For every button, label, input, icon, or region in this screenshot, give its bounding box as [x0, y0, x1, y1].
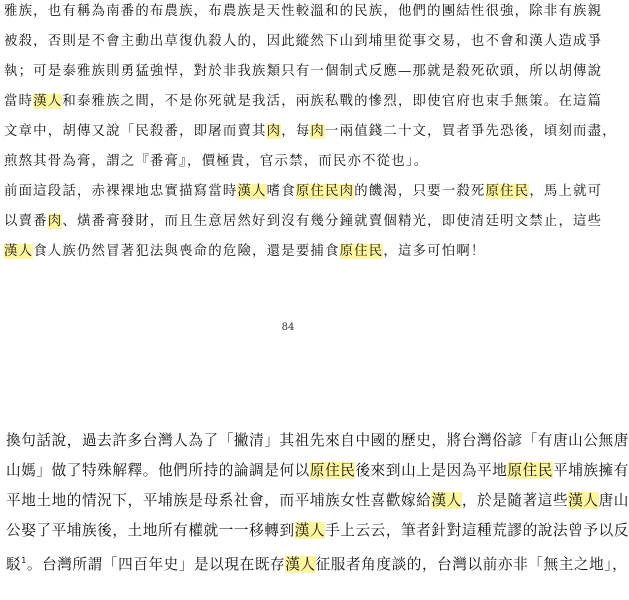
- highlighted-term: 漢人: [431, 492, 462, 509]
- text-line: [4, 242, 486, 262]
- text-segment: ，於是隨著這些: [461, 492, 569, 509]
- text-segment: 當時: [4, 94, 34, 109]
- highlighted-term: 肉: [266, 124, 282, 139]
- text-segment: 煎熬其骨為膏，謂之『番膏』，價極貴，官示禁，而民亦不從也」。: [4, 154, 429, 169]
- highlighted-term: 原住民: [309, 462, 356, 479]
- text-line: [6, 550, 627, 576]
- highlighted-term: 肉: [47, 214, 63, 229]
- text-line: [4, 122, 617, 142]
- highlighted-term: 肉: [310, 124, 326, 139]
- text-segment: 駁: [6, 555, 22, 573]
- text-segment: 、熿番膏發財，而且生意居然好到沒有幾分鐘就賣個精光，即使清廷明文禁止，這些: [62, 214, 603, 229]
- text-segment: 山媽」做了特殊解釋。他們所持的論調是何以: [6, 462, 310, 479]
- text-line: [4, 2, 602, 22]
- text-segment: 換句話說，過去許多台灣人為了「撇清」其祖先來自中國的歷史，將台灣俗諺「有唐山公無唐: [6, 432, 629, 449]
- highlighted-term: 原住民肉: [295, 184, 355, 199]
- highlighted-term: 原住民: [485, 184, 530, 199]
- highlighted-term: 原住民: [507, 462, 554, 479]
- text-segment: 征服者角度談的，台灣以前亦非「無主之地」，: [315, 555, 628, 573]
- document-page-2: [0, 386, 629, 600]
- text-segment: 公娶了平埔族後，土地所有權就一一移轉到: [6, 522, 295, 539]
- highlighted-term: 漢人: [4, 244, 34, 259]
- page-gap: [0, 366, 576, 386]
- text-segment: 雅族，也有稱為南番的布農族，布農族是天性較溫和的民族，他們的團結性很強，除非有族親: [4, 4, 603, 19]
- text-segment: 被殺，否則是不會主動出草復仇殺人的，因此縱然下山到埔里從事交易，也不會和漢人造成爭: [4, 34, 603, 49]
- text-segment: 文章中，胡傳又說「民殺番，即屠而賣其: [4, 124, 267, 139]
- text-segment: 平埔族擁有: [553, 462, 629, 479]
- text-line: [6, 430, 629, 452]
- text-segment: ，這多可怕啊！: [383, 244, 486, 259]
- text-line: [4, 62, 602, 82]
- text-segment: 食人族仍然冒著犯法與喪命的危險，還是要捕食: [33, 244, 340, 259]
- highlighted-term: 漢人: [285, 555, 316, 573]
- highlighted-term: 漢人: [568, 492, 599, 509]
- text-segment: ，每: [281, 124, 311, 139]
- text-segment: ，馬上就可: [529, 184, 603, 199]
- text-segment: 。台灣所謂「四百年史」是以現在既存: [26, 555, 286, 573]
- text-segment: 一兩值錢二十文，買者爭先恐後，頃刻而盡，: [325, 124, 617, 139]
- text-segment: 的饑渴，只要一殺死: [354, 184, 486, 199]
- highlighted-term: 漢人: [33, 94, 63, 109]
- text-segment: 前面這段話，赤裸裸地忠實描寫當時: [4, 184, 238, 199]
- highlighted-term: 漢人: [237, 184, 267, 199]
- page-number: 84: [281, 322, 295, 333]
- text-segment: 執；可是泰雅族則勇猛強悍，對於非我族類只有一個制式反應—那就是殺死砍頭，所以胡傳說: [4, 64, 603, 79]
- text-line: [4, 212, 602, 232]
- text-line: [6, 520, 629, 542]
- text-segment: 以賣番: [4, 214, 48, 229]
- text-line: [6, 460, 629, 482]
- text-line: [4, 32, 602, 52]
- highlighted-term: 漢人: [294, 522, 326, 539]
- text-segment: 平地土地的情況下，平埔族是母系社會，而平埔族女性喜歡嫁給: [6, 492, 432, 509]
- text-segment: 後來到山上是因為平地: [355, 462, 508, 479]
- text-segment: 和泰雅族之間，不是你死就是我活，兩族私戰的慘烈，即使官府也束手無策。在這篇: [62, 94, 603, 109]
- text-segment: 唐山: [598, 492, 629, 509]
- text-line: [6, 490, 629, 512]
- text-line: [4, 182, 602, 202]
- text-segment: 手上云云，筆者針對這種荒謬的說法曾予以反: [325, 522, 629, 539]
- text-segment: 嗜食: [266, 184, 296, 199]
- text-line: [4, 92, 602, 112]
- text-line: [4, 152, 428, 172]
- highlighted-term: 原住民: [339, 244, 384, 259]
- footnote-marker: 1: [21, 556, 27, 565]
